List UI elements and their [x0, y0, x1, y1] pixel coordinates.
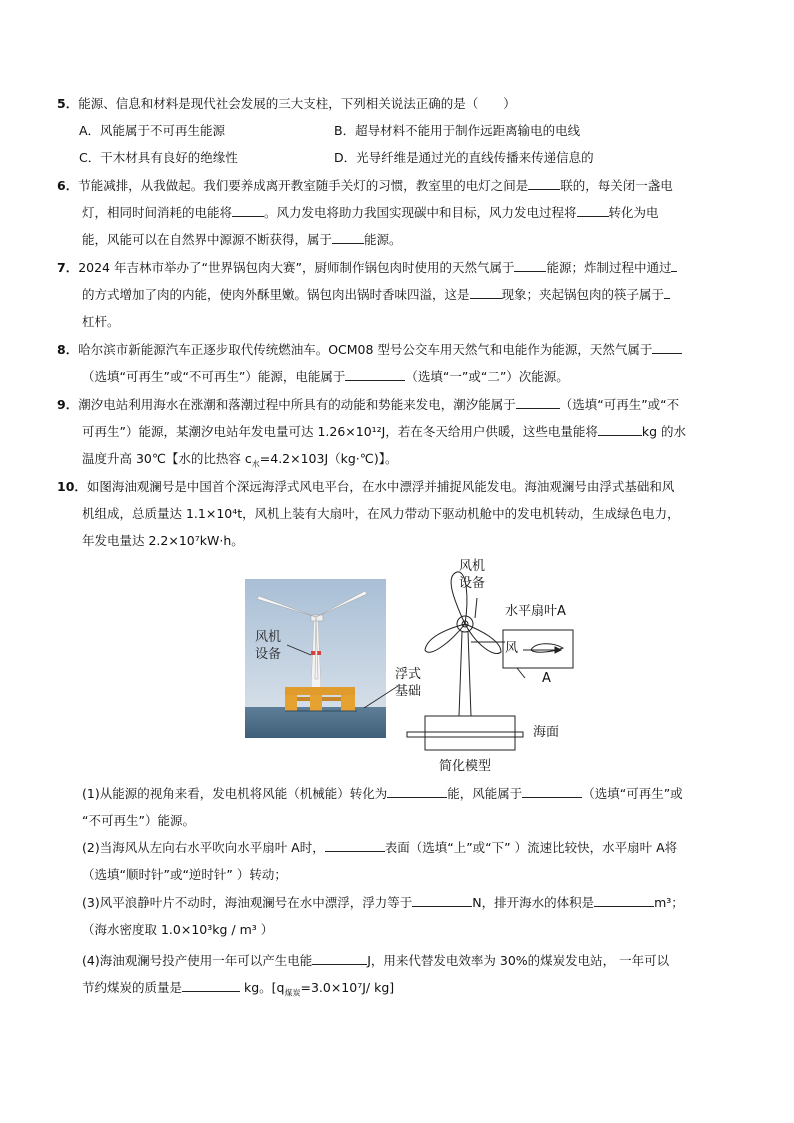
diagram-fan-label-line-2: 设备	[459, 576, 486, 591]
q7-blank-3[interactable]	[470, 286, 502, 299]
q8-number: 8．	[57, 342, 79, 357]
diagram-a-label: A	[542, 671, 551, 686]
q9-line-3	[82, 450, 397, 473]
q6-number: 6．	[57, 178, 79, 193]
q8-text-3: （选填“一”或“二”）次能源。	[405, 369, 569, 384]
q10-sub1-line-2: “不可再生”）能源。	[82, 813, 195, 828]
q8-blank-2[interactable]	[345, 368, 405, 381]
q6-text-7: 能源。	[364, 232, 402, 247]
q9-text-5: 温度升高 30℃【水的比热容 c	[82, 451, 252, 466]
q10-sub4-blank-1[interactable]	[312, 952, 367, 965]
q10-sub4-text-4: kg。[q	[240, 980, 285, 995]
q10-number: 10．	[57, 479, 87, 494]
diagram-float-base-line-2: 基础	[395, 684, 422, 699]
q8-line-1	[57, 341, 682, 358]
q6-text-6: 能，风能可以在自然界中源源不断获得，属于	[82, 232, 333, 247]
q10-sub3-text-2: N，排开海水的体积是	[472, 895, 595, 910]
q6-line-2	[82, 204, 659, 221]
q10-sub2-line-2: （选填“顺时针”或“逆时针” ）转动；	[82, 867, 287, 882]
q7-line-2	[82, 286, 670, 303]
q6-line-1	[57, 177, 673, 194]
q10-sub3-blank-1[interactable]	[412, 894, 472, 907]
q7-text-5: 杠杆。	[82, 314, 120, 329]
q6-text-4: 。风力发电将助力我国实现碳中和目标，风力发电过程将	[264, 205, 577, 220]
q10-text-1: 如图海油观澜号是中国首个深远海浮式风电平台，在水中漂浮并捕捉风能发电。海油观澜号由浮式基础和风	[86, 479, 675, 494]
q6-text-5: 转化为电	[608, 205, 659, 220]
q10-sub2-line-1	[82, 839, 677, 856]
q5-stem-line	[57, 95, 516, 112]
q6-blank-1[interactable]	[528, 177, 560, 190]
q10-sub3-line-1	[82, 894, 684, 911]
q7-blank-2[interactable]	[671, 259, 677, 272]
q10-sub1-blank-2[interactable]	[522, 785, 582, 798]
q10-sub1-text-2: 能，风能属于	[447, 786, 523, 801]
diagram-fan-label-line-1: 风机	[459, 559, 486, 574]
q5-option-d[interactable]: D．光导纤维是通过光的直线传播来传递信息的	[334, 150, 594, 165]
q9-text-4: kg 的水	[641, 424, 687, 439]
q10-sub4-text-1: (4)海油观澜号投产使用一年可以产生电能	[82, 953, 313, 968]
q6-blank-4[interactable]	[332, 231, 364, 244]
q10-sub1-text-1: (1)从能源的视角来看，发电机将风能（机械能）转化为	[82, 786, 388, 801]
q9-text-3: 可再生”）能源，某潮汐电站年发电量可达 1.26×10¹²J，若在冬天给用户供暖，这些电量能将	[82, 424, 598, 439]
float-base-pointer	[360, 680, 400, 720]
q10-sub4-text-5: =3.0×10⁷J/ kg]	[300, 980, 395, 995]
diagram-fan-label	[459, 558, 485, 592]
q10-sub2-blank-1[interactable]	[325, 839, 385, 852]
q6-blank-3[interactable]	[577, 204, 609, 217]
q7-blank-1[interactable]	[514, 259, 546, 272]
q10-sub4-text-3: 节约煤炭的质量是	[82, 980, 183, 995]
diagram-caption: 简化模型	[439, 759, 492, 774]
q7-line-1	[57, 259, 677, 276]
q9-blank-2[interactable]	[598, 423, 642, 436]
q10-line-2	[82, 505, 680, 522]
photo-fan-label-line-1: 风机	[255, 630, 282, 645]
q9-text-6: =4.2×103J（kg·℃)】。	[259, 451, 398, 466]
diagram-float-base-label	[395, 666, 421, 700]
q10-sub3-text-3: m³；	[654, 895, 684, 910]
q5-number: 5．	[57, 96, 79, 111]
q9-subscript-water: 水	[251, 459, 260, 469]
q9-text-1: 潮汐电站利用海水在涨潮和落潮过程中所具有的动能和势能来发电，潮汐能属于	[78, 397, 516, 412]
q7-text-4: 现象；夹起锅包肉的筷子属于	[501, 287, 665, 302]
q8-text-1: 哈尔滨市新能源汽车正逐步取代传统燃油车。OCM08 型号公交车用天然气和电能作为能源，天然气属于	[78, 342, 653, 357]
q10-sub4-blank-2[interactable]	[182, 979, 240, 992]
q10-sub2-text-2: 表面（选填“上”或“下” ）流速比较快，水平扇叶 A将	[384, 840, 678, 855]
q10-sub2-text-1: (2)当海风从左向右水平吹向水平扇叶 A时，	[82, 840, 325, 855]
simplified-model-diagram	[395, 558, 580, 780]
photo-fan-label-line-2: 设备	[255, 647, 282, 662]
q6-text-1: 节能减排，从我做起。我们要养成离开教室随手关灯的习惯，教室里的电灯之间是	[78, 178, 529, 193]
q10-sub1-line-1	[82, 785, 683, 802]
q10-sub4-subscript: 煤炭	[284, 988, 301, 998]
q9-number: 9．	[57, 397, 79, 412]
q7-number: 7．	[57, 260, 79, 275]
q5-option-b[interactable]: B．超导材料不能用于制作远距离输电的电线	[334, 123, 581, 138]
diagram-float-base-line-1: 浮式	[395, 667, 422, 682]
q7-line-3	[82, 313, 120, 330]
q10-text-3: 年发电量达 2.2×10⁷kW·h。	[82, 533, 244, 548]
q8-line-2	[82, 368, 569, 385]
q10-sub4-line-2	[82, 979, 394, 1002]
q6-text-3: 灯，相同时间消耗的电能将	[82, 205, 233, 220]
simplified-model-drawing	[405, 558, 580, 780]
diagram-wind-label: 风	[505, 641, 519, 656]
q9-line-1	[57, 396, 679, 413]
q9-text-2: （选填“可再生”或“不	[559, 397, 680, 412]
q7-text-3: 的方式增加了肉的内能，使肉外酥里嫩。锅包肉出锅时香味四溢，这是	[82, 287, 470, 302]
q10-sub1-blank-1[interactable]	[387, 785, 447, 798]
q7-text-2: 能源；炸制过程中通过	[546, 260, 672, 275]
q10-sub3-line-2: （海水密度取 1.0×10³kg / m³ ）	[82, 922, 274, 937]
q10-sub4-text-2: J，用来代替发电效率为 30%的煤炭发电站， 一年可以	[367, 953, 670, 968]
q7-blank-4[interactable]	[664, 286, 670, 299]
diagram-sea-surface-label: 海面	[533, 725, 560, 740]
q5-stem: 能源、信息和材料是现代社会发展的三大支柱，下列相关说法正确的是（ ）	[78, 96, 516, 111]
q10-text-2: 机组成，总质量达 1.1×10⁴t，风机上装有大扇叶，在风力带动下驱动机舱中的发电机转动，生成绿色电力，	[82, 506, 680, 521]
q7-text-1: 2024 年吉林市举办了“世界锅包肉大赛”，厨师制作锅包肉时使用的天然气属于	[78, 260, 515, 275]
q6-line-3	[82, 231, 402, 248]
q10-sub4-line-1	[82, 952, 669, 969]
q10-line-3	[82, 532, 244, 549]
q9-blank-1[interactable]	[516, 396, 560, 409]
q8-text-2: （选填“可再生”或“不可再生”）能源，电能属于	[82, 369, 346, 384]
q5-option-a[interactable]: A．风能属于不可再生能源	[79, 123, 226, 138]
q8-blank-1[interactable]	[652, 341, 682, 354]
q10-sub1-text-3: （选填“可再生”或	[582, 786, 683, 801]
q10-sub3-blank-2[interactable]	[594, 894, 654, 907]
q10-sub3-text-1: (3)风平浪静叶片不动时，海油观澜号在水中漂浮，浮力等于	[82, 895, 413, 910]
diagram-blade-label: 水平扇叶A	[505, 604, 566, 619]
q6-text-2: 联的，每关闭一盏电	[560, 178, 673, 193]
q6-blank-2[interactable]	[232, 204, 264, 217]
q10-line-1	[57, 478, 674, 495]
q5-option-c[interactable]: C．干木材具有良好的绝缘性	[79, 150, 238, 165]
q9-line-2	[82, 423, 686, 440]
